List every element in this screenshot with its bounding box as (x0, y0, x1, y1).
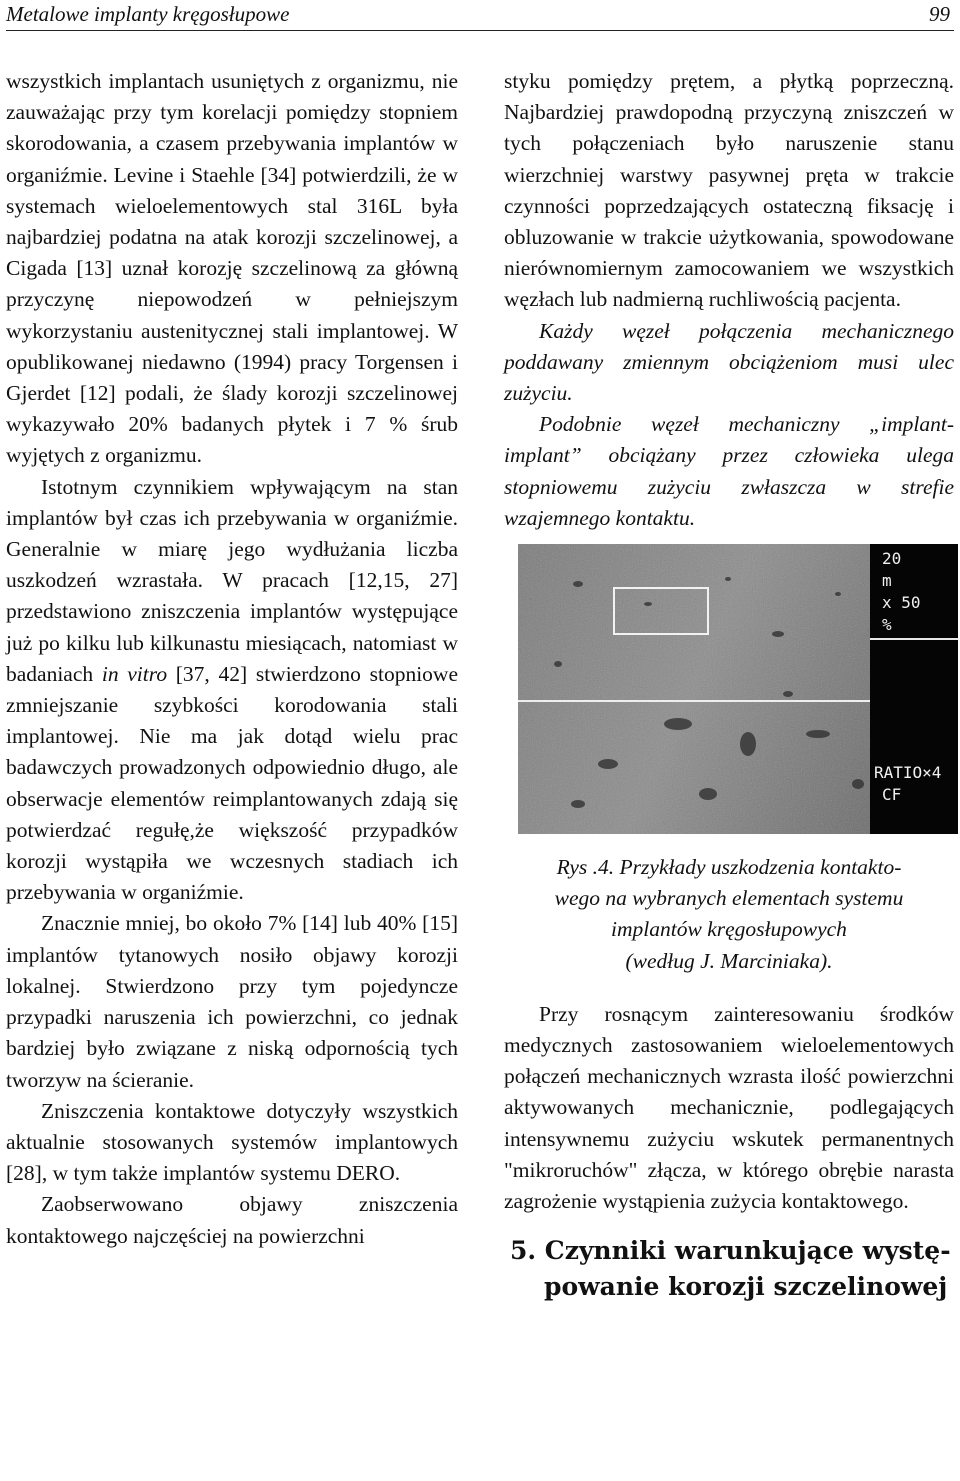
right-column (504, 66, 954, 1305)
paragraph: Przy rosnącym zainteresowaniu środków medycznych zastosowaniem wieloelementowych połączeń mechanicznych wzrasta ilość powierzchni aktywowanych mechanicznie, podlegających intensywnemu zużyciu wskutek permanentnych "mikroruchów" złącza, w którego obrębie narasta zagrożenie wystąpienia zużycia kontaktowego. (504, 1001, 954, 1214)
overlay-text: RATIO×4 (874, 763, 942, 783)
paragraph: Zniszczenia kontaktowe dotyczyły wszystkich aktualnie stosowanych systemów implantowych [28], w tym także implantów systemu DERO. (6, 1098, 458, 1186)
caption-line: (według J. Marciniaka). (625, 948, 833, 973)
section-heading-line: powanie korozji szczelinowej (544, 1272, 948, 1302)
caption-line: wego na wybranych elementach systemu (554, 886, 904, 911)
section-heading (504, 1233, 954, 1305)
italic-term: in vitro (101, 661, 168, 686)
italic-paragraph: Każdy węzeł połączenia mechanicznego poddawany zmiennym obciążeniom musi ulec zużyciu. (504, 318, 954, 406)
page-number: 99 (929, 2, 950, 26)
overlay-text: CF (882, 785, 902, 805)
paragraph: Znacznie mniej, bo około 7% [14] lub 40% [15] implantów tytanowych nosiło objawy korozji lokalnej. Stwierdzono przy tym pojedyncze przypadki naruszenia ich powierzchni, co jednak bardziej było związane z niską odpornością tych tworzyw na ścieranie. (6, 911, 458, 1092)
caption-line: implantów kręgosłupowych (611, 917, 847, 942)
page-header (6, 0, 954, 31)
paragraph: wszystkich implantach usuniętych z organizmu, nie zauważając przy tym korelacji pomiędzy stopniem skorodowania, a czasem przebywania implantów w organiźmie. Levine i Staehle [34] potwierdzili, że w systemach wieloelementowych stal 316L była najbardziej podatna na atak korozji szczelinowej, a Cigada [13] uznał korozję szczelinową za główną przyczynę niepowodzeń w pełniejszym wykorzystaniu austenitycznej stali implantowej. W opublikowanej niedawno (1994) pracy Torgensen i Gjerdet [12] podali, że ślady korozji szczelinowej wykazywało 20% badanych płytek i 7 % śrub wyjętych z organizmu. (6, 69, 458, 468)
caption-line: Rys .4. Przykłady uszkodzenia kontakto- (556, 855, 902, 880)
figure-caption (504, 852, 954, 977)
text-run: [37, 42] stwierdzono stopniowe zmniejszanie szybkości korodowania stali implantowej. Nie ma jak dotąd wielu prac badawczych prowadzonych odpowiednio długo, ale obserwacje elementów reimplantowanych zdają się potwierdzać regułę,że większość przypadków korozji wystąpiła we wczesnych stadiach ich przebywania w organiźmie. (6, 661, 458, 905)
micrograph-image (518, 544, 958, 834)
overlay-text: x 50 (882, 593, 921, 613)
text-run: Istotnym czynnikiem wpływającym na stan implantów był czas ich przebywania w organiźmie. Generalnie w miarę jego wydłużania liczba uszkodzeń wzrastała. W pracach [12,15, 27] przedstawiono zniszczenia implantów występujące już po kilku lub kilkunastu miesiącach, natomiast w badaniach (6, 474, 458, 686)
micrograph-figure (518, 544, 958, 834)
overlay-text: % (882, 615, 892, 635)
paragraph (6, 472, 458, 909)
left-column (6, 66, 458, 1252)
overlay-text: m (882, 571, 892, 591)
running-title: Metalowe implanty kręgosłupowe (6, 2, 290, 26)
section-heading-line: 5. Czynniki warunkujące wystę- (510, 1236, 951, 1266)
paragraph: styku pomiędzy prętem, a płytką poprzeczną. Najbardziej prawdopodną przyczyną zniszczeń w tych połączeniach było naruszenie stanu wierzchniej warstwy pasywnej pręta w trakcie czynności poprzedzających ostateczną fiksację i obluzowanie w trakcie użytkowania, spowodowane nierównomiernym zamocowaniem we wszystkich węzłach lub nadmierną ruchliwością pacjenta. (504, 69, 954, 312)
italic-paragraph: Podobnie węzeł mechaniczny „implant-implant” obciążany przez człowieka ulega stopniowemu zużyciu zwłaszcza w strefie wzajemnego kontaktu. (504, 412, 954, 530)
overlay-text: 20 (882, 549, 902, 569)
paragraph: Zaobserwowano objawy zniszczenia kontaktowego najczęściej na powierzchni (6, 1192, 458, 1248)
